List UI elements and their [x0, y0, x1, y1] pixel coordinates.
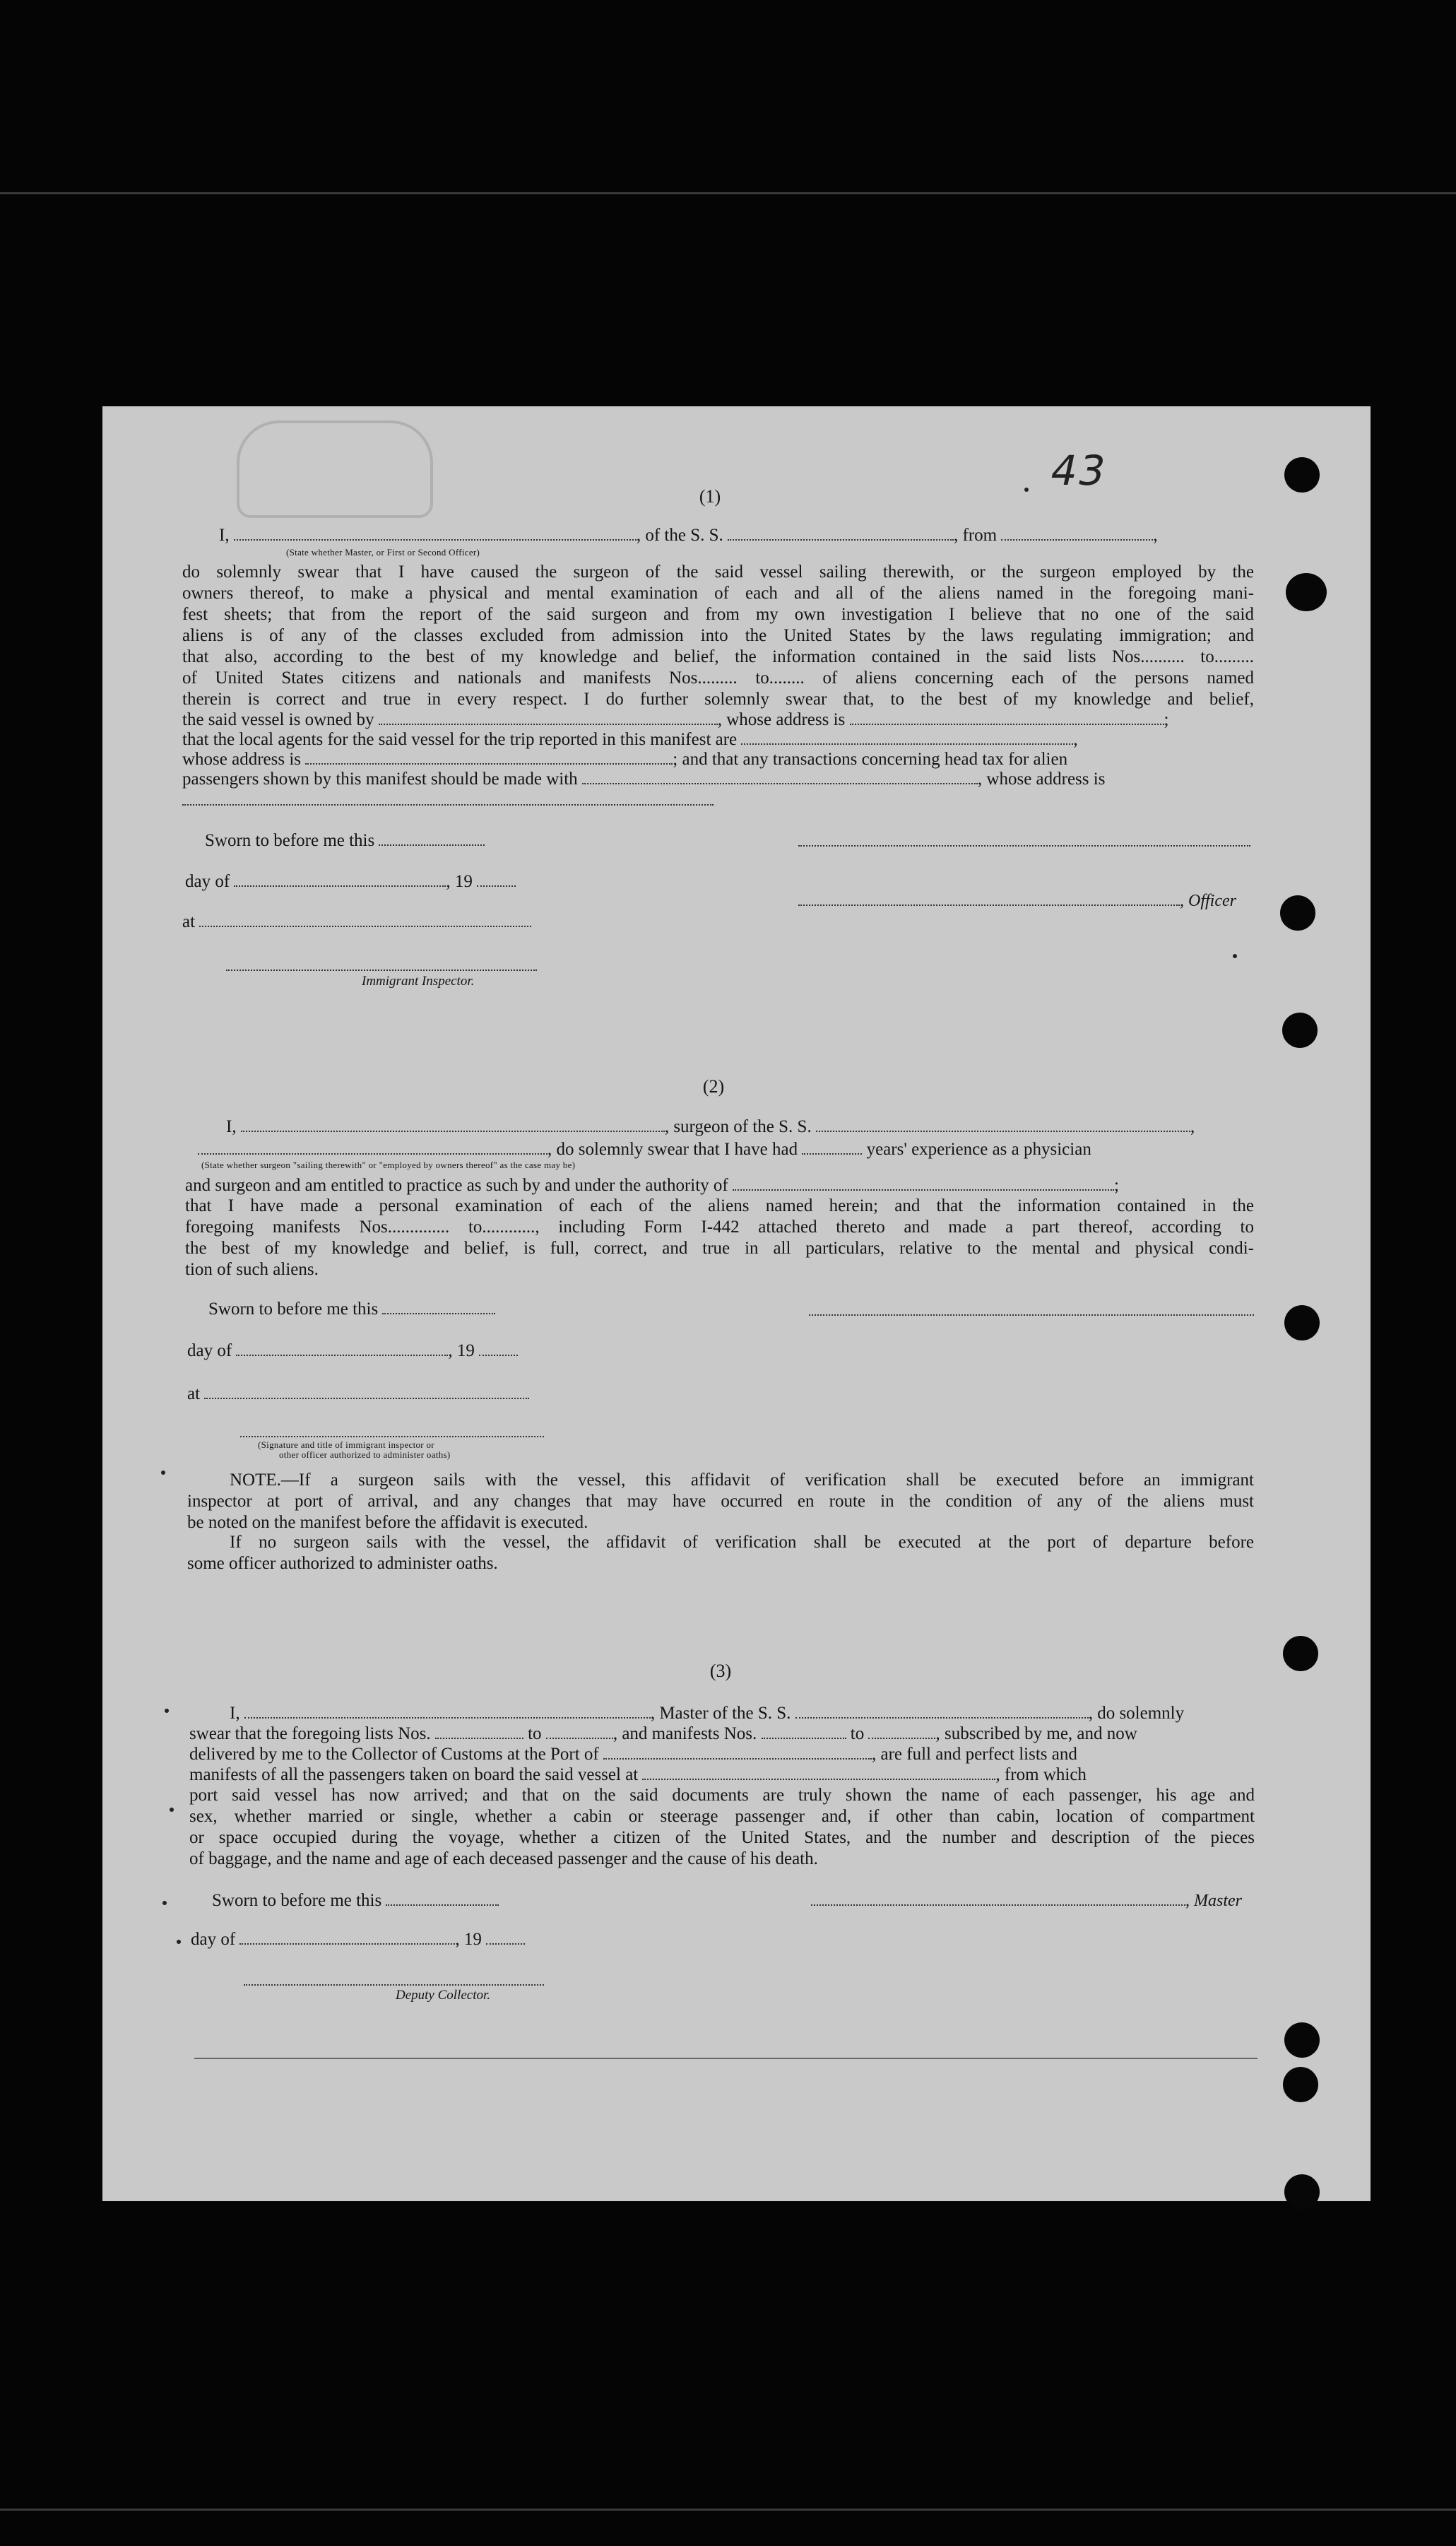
whose-address-label: , whose address is [717, 710, 846, 729]
body-line: the best of my knowledge and belief, is full, correct, and true in all particulars, relative to the mental and physical condi- [185, 1239, 1254, 1258]
section-2-body [185, 1196, 1254, 1259]
solemnly-label: , do solemnly [1088, 1704, 1185, 1723]
body-line: that also, according to the best of my knowledge and belief, the information contained in the said lists Nos.......... to......... [182, 647, 1254, 666]
scan-speck [1233, 954, 1237, 958]
owner-address-blank [850, 711, 1164, 725]
from-label: , from [954, 526, 998, 545]
section-2-last-line: tion of such aliens. [185, 1260, 319, 1279]
immigrant-inspector-label: Immigrant Inspector. [362, 974, 475, 989]
section-1-number: (1) [699, 486, 721, 507]
body-line: or space occupied during the voyage, whether a citizen of the United States, and the number and description of the pieces [189, 1828, 1255, 1847]
handwritten-page-number: 43 [1046, 447, 1112, 495]
punch-hole [1283, 2067, 1318, 2102]
manifests-to-blank [868, 1725, 935, 1739]
sworn-day-blank [386, 1892, 499, 1906]
day-of-line-1 [185, 871, 516, 892]
scan-speck [170, 1808, 174, 1812]
year-label: , 19 [455, 1930, 482, 1949]
master-label: , Master [1185, 1892, 1242, 1910]
from-which-text: , from which [995, 1765, 1087, 1784]
section-2-line-1 [226, 1116, 1195, 1138]
scan-speck [1024, 488, 1029, 492]
punctuation: ; [1164, 710, 1169, 729]
body-line: that I have made a personal examination of each of the aliens named herein; and that the information contained in the [185, 1196, 1254, 1215]
owned-by-label: the said vessel is owned by [182, 710, 374, 729]
embark-port-blank [642, 1766, 995, 1780]
section-1-line-1 [219, 525, 1158, 546]
year-blank [486, 1931, 525, 1945]
deputy-collector-label: Deputy Collector. [396, 1988, 491, 2003]
master-of-ss-label: , Master of the S. S. [650, 1704, 791, 1723]
from-port-blank [1001, 526, 1153, 541]
collector-text: delivered by me to the Collector of Customs at the Port of [189, 1745, 599, 1764]
officer-signature-blank [798, 892, 1180, 906]
day-of-line-3 [191, 1929, 525, 1950]
day-of-label: day of [187, 1341, 232, 1360]
scan-line-bottom [0, 2509, 1456, 2511]
punch-hole [1284, 2174, 1320, 2210]
punch-hole [1283, 1636, 1318, 1671]
at-line-2 [187, 1384, 529, 1405]
years-blank [802, 1141, 862, 1155]
vessel-name-blank [728, 526, 954, 541]
punch-hole [1284, 2022, 1320, 2058]
body-line: foregoing manifests Nos.............. to............, including Form I-442 attached thereto and made a part thereof, according to [185, 1218, 1254, 1237]
owned-by-line [182, 709, 1168, 731]
address-blank-line [182, 804, 714, 806]
punch-hole [1284, 1305, 1320, 1340]
head-tax-text: ; and that any transactions concerning head tax for alien [673, 750, 1068, 769]
year-blank [477, 873, 516, 887]
punctuation: , [1190, 1117, 1195, 1136]
note-2-paragraph [187, 1532, 1254, 1553]
vessel-name-blank [795, 1704, 1089, 1719]
sworn-label: Sworn to before me this [208, 1299, 379, 1319]
at-place-blank [204, 1385, 529, 1399]
authority-line [185, 1175, 1119, 1196]
passengers-line [182, 769, 1105, 790]
pronoun-label: I, [230, 1704, 240, 1723]
section-1-body [182, 562, 1254, 710]
surgeon-of-ss-label: , surgeon of the S. S. [664, 1117, 812, 1136]
day-of-line-2 [187, 1340, 518, 1362]
year-label: , 19 [448, 1341, 475, 1360]
scan-speck [177, 1940, 181, 1944]
section-3-line-3 [189, 1744, 1077, 1765]
to-label: to [850, 1724, 865, 1743]
note-last-line: be noted on the manifest before the affidavit is executed. [187, 1513, 588, 1532]
note-2-last-line: some officer authorized to administer oaths. [187, 1554, 498, 1573]
pronoun-label: I, [219, 526, 230, 545]
day-of-label: day of [191, 1930, 236, 1949]
sworn-day-blank [382, 1300, 495, 1314]
swear-text: , do solemnly swear that I have had [548, 1140, 798, 1159]
lists-label: swear that the foregoing lists Nos. [189, 1724, 431, 1743]
master-signature-blank [811, 1892, 1185, 1906]
body-line: of United States citizens and nationals and manifests Nos......... to........ of aliens concerning each of the persons named [182, 668, 1254, 688]
scan-speck [162, 1901, 167, 1905]
experience-text: years' experience as a physician [866, 1140, 1091, 1159]
agents-blank [741, 731, 1073, 745]
punctuation: , [1153, 526, 1158, 545]
sworn-line-3 [212, 1890, 499, 1911]
pronoun-label: I, [226, 1117, 237, 1136]
surgeon-signature-blank [809, 1314, 1254, 1316]
note-line: NOTE.—If a surgeon sails with the vessel, this affidavit of verification shall be executed before an immigrant [230, 1471, 1254, 1490]
section-3-line-1 [230, 1703, 1184, 1724]
section-3-body [189, 1785, 1255, 1849]
at-label: at [182, 912, 196, 931]
at-line-1 [182, 912, 531, 933]
whose-address-label: , whose address is [977, 770, 1106, 789]
sworn-line-2 [208, 1299, 495, 1320]
month-blank [239, 1931, 455, 1945]
body-line: therein is correct and true in every respect. I do further solemnly swear that, to the best of my knowledge and belief, [182, 690, 1254, 709]
bottom-rule [194, 2058, 1257, 2059]
inspector-signature-blank [226, 970, 537, 971]
signature-note-1: (Signature and title of immigrant inspector or [258, 1439, 434, 1450]
manifests-label: , and manifests Nos. [612, 1724, 757, 1743]
sworn-day-blank [379, 832, 485, 846]
collector-signature-blank [244, 1984, 544, 1986]
section-2-number: (2) [702, 1076, 725, 1097]
faint-stamp [237, 420, 433, 518]
section-3-last-line: of baggage, and the name and age of each deceased passenger and the cause of his death. [189, 1849, 818, 1868]
year-label: , 19 [446, 872, 473, 891]
year-blank [479, 1342, 518, 1356]
lists-to-blank [546, 1725, 613, 1739]
agents-line [182, 729, 1078, 750]
body-line: sex, whether married or single, whether a cabin or steerage passenger and, if other than cabin, location of compartment [189, 1807, 1255, 1826]
full-lists-text: , are full and perfect lists and [872, 1745, 1077, 1764]
agents-label: that the local agents for the said vessel for the trip reported in this manifest are [182, 730, 738, 749]
section-3-number: (3) [709, 1661, 732, 1681]
note-line: inspector at port of arrival, and any changes that may have occurred en route in the condition of any of the aliens must [187, 1492, 1254, 1511]
body-line: do solemnly swear that I have caused the surgeon of the said vessel sailing therewith, or the surgeon employed by the [182, 562, 1254, 582]
signature-blank [798, 845, 1250, 847]
body-line: aliens is of any of the classes excluded from admission into the United States by the laws regulating immigration; and [182, 626, 1254, 645]
punch-hole [1282, 1013, 1318, 1048]
master-signature-line [811, 1890, 1242, 1911]
to-label: to [528, 1724, 542, 1743]
officer-label: , Officer [1180, 892, 1236, 910]
manifests-text: manifests of all the passengers taken on board the said vessel at [189, 1765, 639, 1784]
scan-speck [161, 1471, 165, 1475]
manifests-from-blank [762, 1725, 846, 1739]
day-of-label: day of [185, 872, 230, 891]
body-line: owners thereof, to make a physical and mental examination of each and all of the aliens named in the foregoing mani- [182, 584, 1254, 603]
whose-address-label: whose address is [182, 750, 302, 769]
inspector-signature-blank [240, 1436, 544, 1437]
section-2-note: (State whether surgeon "sailing therewith" or "employed by owners thereof" as the case may be) [201, 1160, 576, 1170]
body-line: fest sheets; that from the report of the said surgeon and from my own investigation I believe that no one of the said [182, 605, 1254, 624]
month-blank [234, 873, 446, 887]
surgeon-name-blank [241, 1118, 665, 1132]
scan-line-top [0, 192, 1456, 194]
punch-hole [1284, 457, 1320, 493]
sworn-line-1 [205, 830, 485, 851]
subscribed-text: , subscribed by me, and now [935, 1724, 1137, 1743]
section-1-note: (State whether Master, or First or Second Officer) [286, 547, 480, 558]
section-3-line-2 [189, 1723, 1137, 1745]
punch-hole [1280, 895, 1315, 931]
note-paragraph [187, 1470, 1254, 1512]
sworn-label: Sworn to before me this [212, 1891, 382, 1910]
surgeon-status-blank [198, 1141, 548, 1155]
vessel-name-blank [816, 1118, 1190, 1132]
section-2-line-2 [198, 1139, 1091, 1160]
section-3-line-4 [189, 1764, 1087, 1786]
punch-hole [1286, 573, 1327, 611]
authority-text: and surgeon and am entitled to practice as such by and under the authority of [185, 1176, 728, 1195]
month-blank [236, 1342, 448, 1356]
passengers-label: passengers shown by this manifest should be made with [182, 770, 578, 789]
note-line: If no surgeon sails with the vessel, the affidavit of verification shall be executed at the port of departure before [230, 1533, 1254, 1552]
punctuation: ; [1114, 1176, 1119, 1195]
port-blank [603, 1745, 872, 1760]
at-label: at [187, 1384, 201, 1403]
punctuation: , [1073, 730, 1078, 749]
officer-name-blank [234, 526, 637, 541]
sworn-label: Sworn to before me this [205, 831, 375, 850]
officer-line [798, 890, 1236, 912]
body-line: port said vessel has now arrived; and that on the said documents are truly shown the name of each passenger, his age and [189, 1786, 1255, 1805]
signature-note-2: other officer authorized to administer oaths) [279, 1449, 451, 1460]
agents-address-blank [305, 750, 673, 765]
lists-from-blank [435, 1725, 523, 1739]
scan-speck [165, 1709, 169, 1713]
authority-blank [733, 1177, 1114, 1191]
of-ss-label: , of the S. S. [636, 526, 723, 545]
head-tax-agent-blank [582, 770, 978, 784]
agents-address-line [182, 749, 1067, 770]
owner-blank [379, 711, 718, 725]
at-place-blank [199, 913, 531, 927]
master-name-blank [244, 1704, 651, 1719]
